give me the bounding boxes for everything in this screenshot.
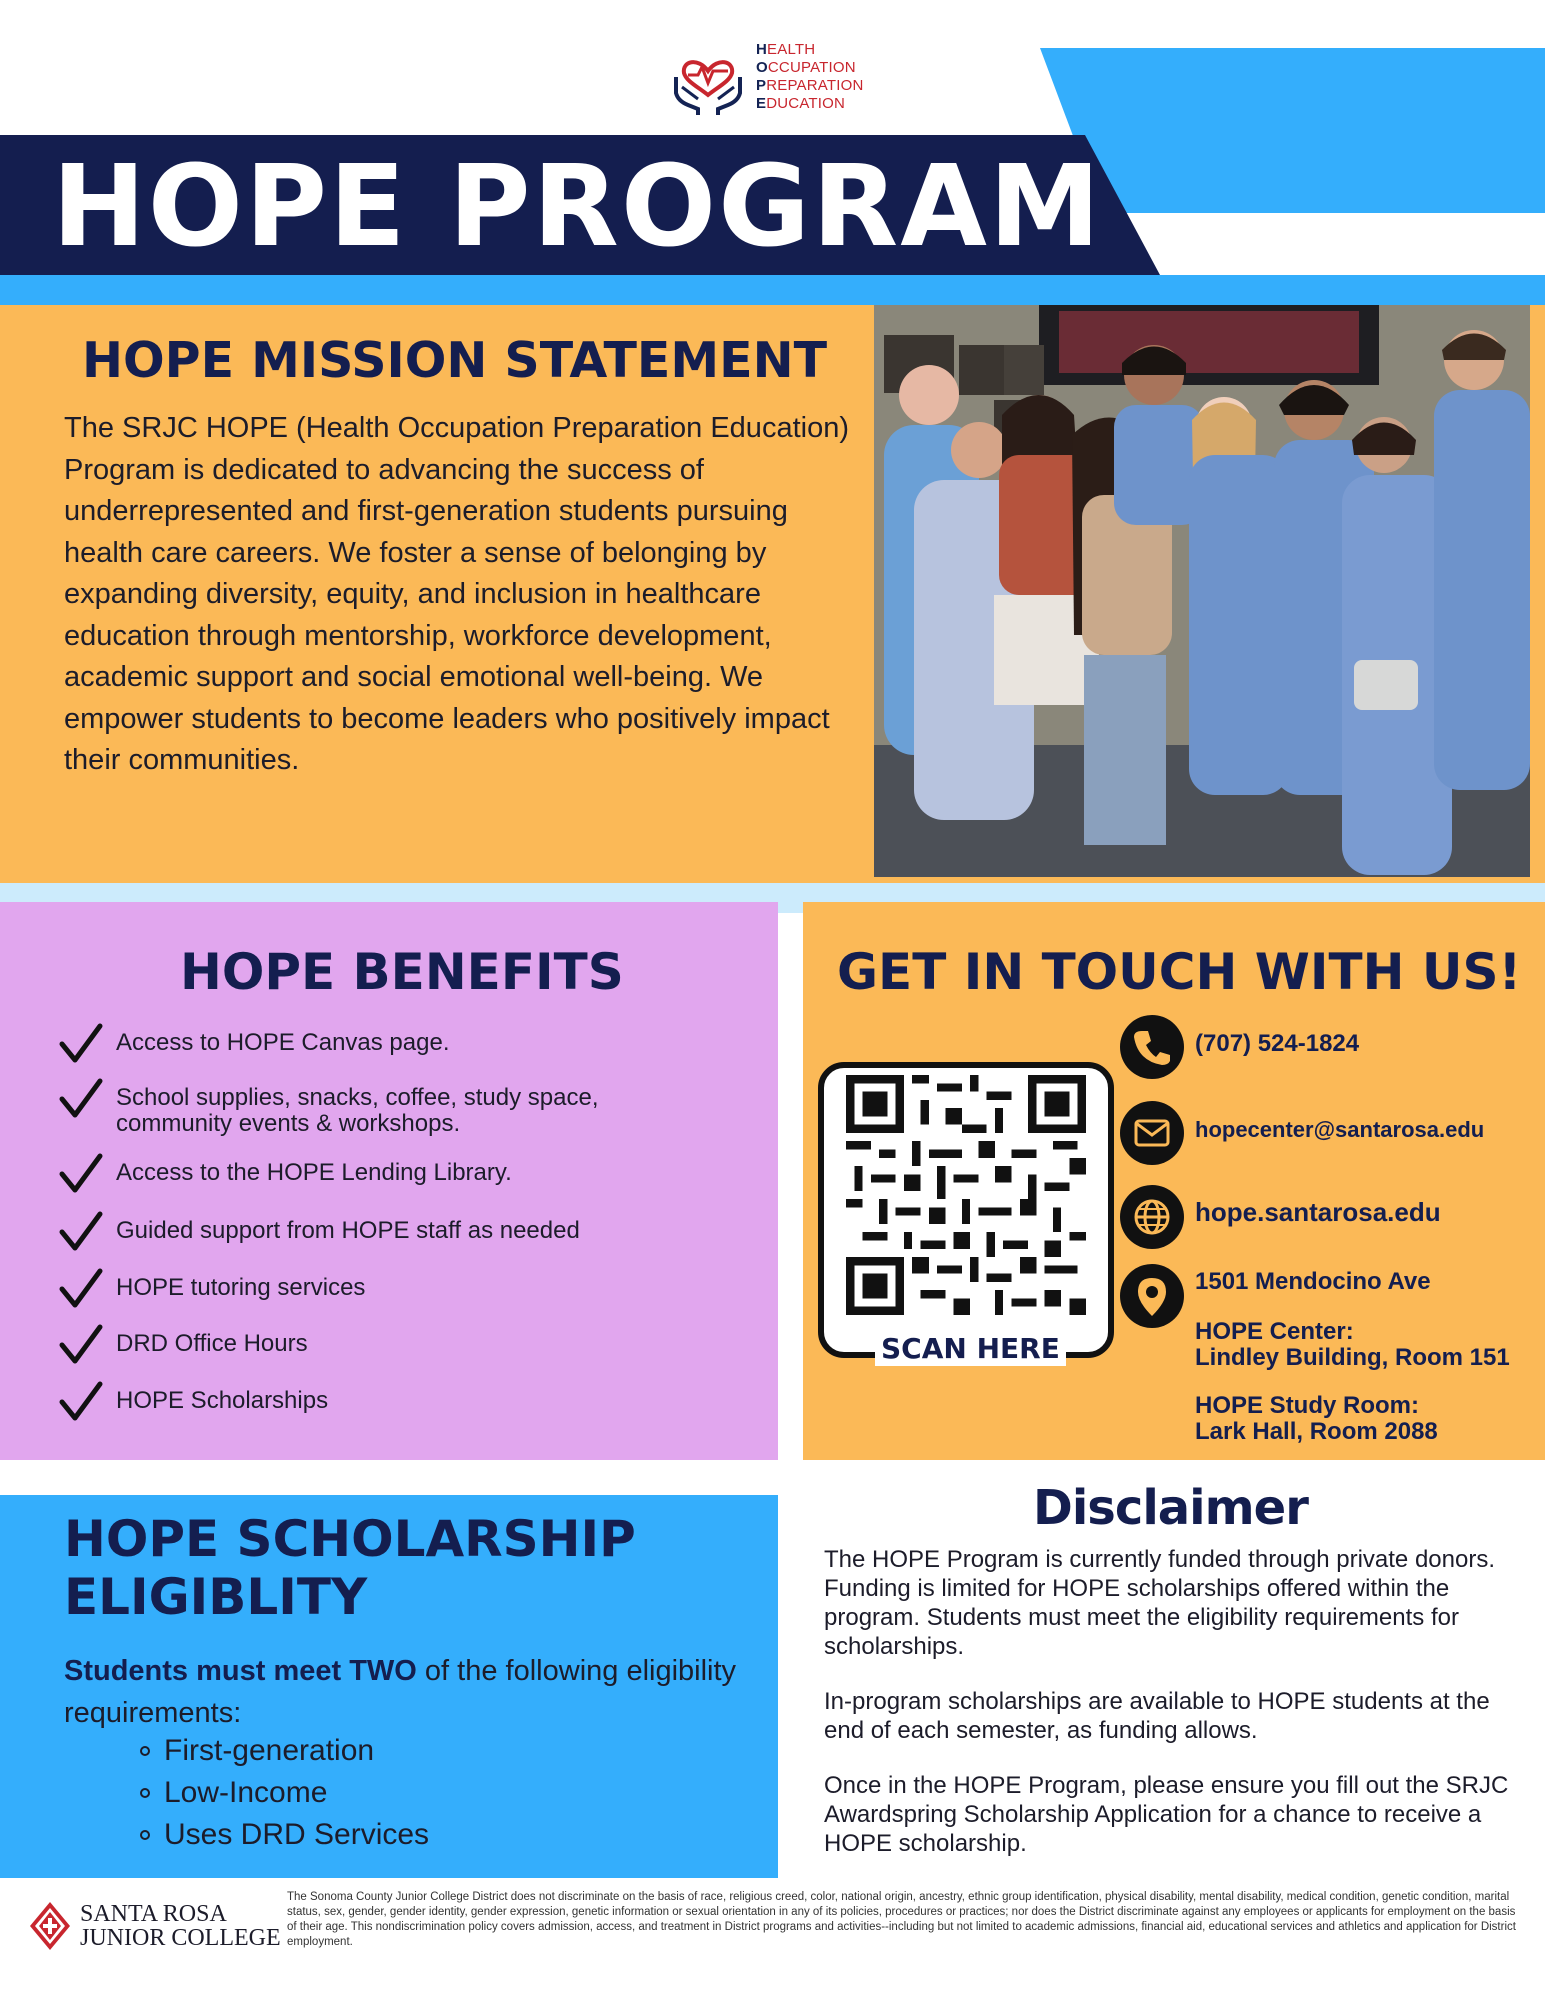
contact-website[interactable]: hope.santarosa.edu: [1195, 1197, 1441, 1227]
mission-body: The SRJC HOPE (Health Occupation Preparation Education) Program is dedicated to advancing the success of underrepresented and first-generation students pursuing health care careers. We foster a sense of belonging by expanding diversity, equity, and inclusion in healthcare education through mentorship, workforce development, academic support and social emotional well-being. We empower students to become leaders who positively impact their communities.: [64, 412, 849, 776]
bullet-icon: [140, 1830, 150, 1840]
qr-scan-label: SCAN HERE: [875, 1332, 1066, 1366]
nondiscrimination-statement: The Sonoma County Junior College District does not discriminate on the basis of race, religious creed, color, national origin, ancestry, ethnic group identification, physical disability, mental disability, medical condition, genetic condition, marital status, sex, gender, gender identity, gender expression, genetic information or sexual orientation in any of its policies, procedures or practices; nor does the District discriminate against any employees or applicants for employment on the basis of their age. This nondiscrimination policy covers admission, access, and treatment in District programs and activities--including but not limited to academic admissions, financial aid, educational services and athletics and application for District employment.: [287, 1891, 1516, 1948]
srjc-logo: [28, 1900, 281, 1952]
logo-wordmark: [756, 41, 864, 113]
group-photo-illustration: [874, 305, 1530, 877]
group-photo: [874, 305, 1530, 877]
heart-hands-icon: [668, 37, 748, 117]
qr-code[interactable]: [833, 1075, 1099, 1315]
checkmark-icon: [58, 1150, 104, 1196]
contact-email[interactable]: hopecenter@santarosa.edu: [1195, 1117, 1485, 1142]
logo-line: EDUCATION: [756, 95, 846, 112]
contact-phone[interactable]: (707) 524-1824: [1195, 1030, 1360, 1057]
page-title: HOPE PROGRAM: [52, 142, 1103, 272]
benefit-item: [58, 1378, 676, 1424]
contact-address: 1501 Mendocino Ave: [1195, 1268, 1431, 1295]
phone-icon: [1120, 1015, 1184, 1079]
hope-center-location: Lindley Building, Room 151: [1195, 1344, 1510, 1371]
benefit-item: [58, 1150, 676, 1196]
checkmark-icon: [58, 1265, 104, 1311]
benefit-text: HOPE Scholarships: [116, 1387, 329, 1414]
benefit-text: HOPE tutoring services: [116, 1274, 366, 1301]
benefit-item: [58, 1075, 676, 1137]
checkmark-icon: [58, 1020, 104, 1066]
hope-logo: [668, 34, 888, 120]
header-blue-ribbon: [1040, 48, 1545, 213]
email-icon: [1120, 1101, 1184, 1165]
contact-heading: GET IN TOUCH WITH US!: [837, 943, 1522, 1001]
logo-line: HEALTH: [756, 41, 816, 58]
header-blue-stripe: [0, 275, 1545, 305]
benefit-text: Guided support from HOPE staff as needed: [116, 1217, 580, 1244]
benefit-item: [58, 1208, 676, 1254]
college-name: SANTA ROSA JUNIOR COLLEGE: [80, 1901, 281, 1951]
benefit-text: Access to HOPE Canvas page.: [116, 1029, 450, 1056]
benefits-heading: HOPE BENEFITS: [180, 943, 624, 1001]
bullet-icon: [140, 1788, 150, 1798]
checkmark-icon: [58, 1075, 104, 1121]
srjc-seal-icon: [28, 1900, 72, 1952]
checkmark-icon: [58, 1208, 104, 1254]
mission-heading: HOPE MISSION STATEMENT: [82, 332, 828, 389]
disclaimer-paragraph: Once in the HOPE Program, please ensure you fill out the SRJC Awardspring Scholarship Application for a chance to receive a HOPE scholarship.: [824, 1772, 1509, 1857]
benefit-text: Access to the HOPE Lending Library.: [116, 1159, 512, 1186]
logo-line: OCCUPATION: [756, 59, 856, 76]
disclaimer-paragraph: In-program scholarships are available to HOPE students at the end of each semester, as funding allows.: [824, 1688, 1490, 1744]
checkmark-icon: [58, 1321, 104, 1367]
benefit-item: [58, 1265, 676, 1311]
hope-center-label: HOPE Center:: [1195, 1318, 1354, 1345]
benefit-text: School supplies, snacks, coffee, study space, community events & workshops.: [116, 1084, 599, 1137]
scholarship-intro: Students must meet TWO of the following eligibility requirements:: [64, 1655, 737, 1729]
scholarship-heading: HOPE SCHOLARSHIP ELIGIBLITY: [64, 1510, 636, 1626]
requirement-item: Low-Income: [140, 1772, 429, 1814]
disclaimer-heading: Disclaimer: [1033, 1480, 1308, 1536]
bullet-icon: [140, 1746, 150, 1756]
scholarship-requirements: [140, 1730, 429, 1856]
checkmark-icon: [58, 1378, 104, 1424]
study-room-location: Lark Hall, Room 2088: [1195, 1418, 1438, 1445]
logo-line: PREPARATION: [756, 77, 864, 94]
benefit-text: DRD Office Hours: [116, 1330, 308, 1357]
disclaimer-paragraph: The HOPE Program is currently funded through private donors. Funding is limited for HOPE scholarships offered within the program. Students must meet the eligibility requirements for scholarships.: [824, 1546, 1495, 1660]
location-pin-icon: [1120, 1264, 1184, 1328]
globe-icon: [1120, 1185, 1184, 1249]
requirement-item: Uses DRD Services: [140, 1814, 429, 1856]
study-room-label: HOPE Study Room:: [1195, 1392, 1420, 1419]
requirement-item: First-generation: [140, 1730, 429, 1772]
benefit-item: [58, 1321, 676, 1367]
benefit-item: [58, 1020, 676, 1066]
